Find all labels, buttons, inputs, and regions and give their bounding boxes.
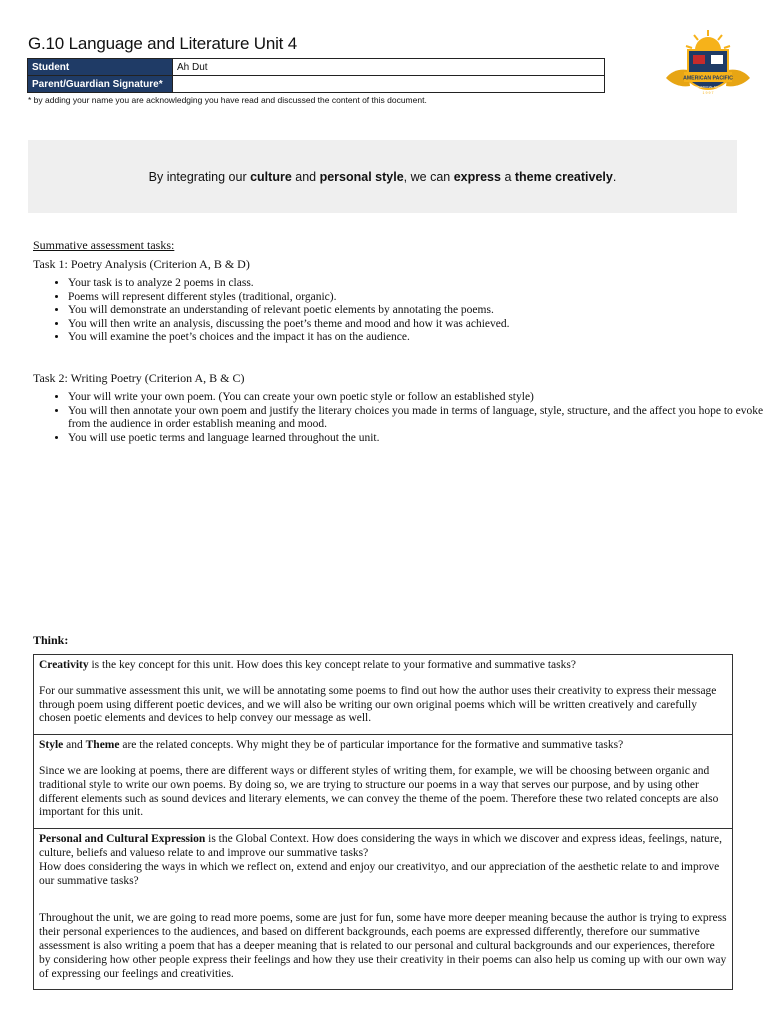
list-item: • Your will write your own poem. (You can create your own poetic style or follow an established style) bbox=[68, 391, 768, 405]
document-title: G.10 Language and Literature Unit 4 bbox=[28, 34, 297, 53]
student-label: Student bbox=[28, 59, 173, 76]
style-theme-cell: Style and Theme are the related concepts. Why might they be of particular importance for the formative and summative tasks? Since we are looking at poems, there are different ways or different styles of writing them, for example, we will be choosing between organic and traditional style to write our own poems. By doing so, we are trying to structure our poems in a way that serves our purpose, and by using other different elements such as sound devices and literary elements, we can convey the theme of the poem. Therefore these two related concepts are also important for this unit. bbox=[34, 735, 732, 829]
task1-title: Task 1: Poetry Analysis (Criterion A, B & D) bbox=[33, 257, 250, 271]
list-item: • You will then annotate your own poem and justify the literary choices you made in terms of language, style, structure, and the affect you hope to evoke from the audience in order establish meaning and mood. bbox=[68, 405, 768, 432]
list-item: • Poems will represent different styles (traditional, organic). bbox=[68, 291, 768, 305]
think-label: Think: bbox=[33, 633, 69, 647]
task2-list bbox=[33, 391, 768, 445]
unit-statement-banner: By integrating our culture and personal style, we can express a theme creatively. bbox=[28, 140, 737, 213]
think-table bbox=[33, 654, 733, 990]
svg-text:INTERNATIONAL SCHOOL: INTERNATIONAL SCHOOL bbox=[689, 85, 727, 89]
style-theme-answer: Since we are looking at poems, there are different ways or different styles of writing them, for example, we will be choosing between organic and traditional style to write our own poems. By doing so, we are trying to structure our poems in a way that serves our purpose, and by using other different elements such as sound devices and literary elements, we can convey the theme of the poem. Therefore these two related concepts are also important for this unit. bbox=[39, 764, 719, 819]
acknowledgement-note: * by adding your name you are acknowledging you have read and discussed the content of this document. bbox=[28, 95, 427, 105]
summative-heading: Summative assessment tasks: bbox=[33, 238, 175, 252]
student-info-table bbox=[27, 58, 605, 93]
list-item: • You will use poetic terms and language learned throughout the unit. bbox=[68, 432, 768, 446]
svg-text:1 9 9 7: 1 9 9 7 bbox=[702, 91, 714, 95]
task2-title: Task 2: Writing Poetry (Criterion A, B & C) bbox=[33, 371, 245, 385]
global-context-cell: Personal and Cultural Expression is the Global Context. How does considering the ways in which we discover and express ideas, feelings, nature, culture, beliefs and valueso relate to and improve our summative tasks? How does considering the ways in which we reflect on, extend and enjoy our creativityo, and our appreciation of the aesthetic relate to and improve our summative tasks? Throughout the unit, we are going to read more poems, some are just for fun, some have more deeper meaning because the author is trying to express their personal experiences to the audiences, and based on different backgrounds, each poems are expressed differently, therefore our summative assessment is also writing a poem that has a deeper meaning that is related to our personal and cultural backgrounds and our experiences, therefore by considering how other people express their feelings and how they use their creativity in their poems can also help us coming up with our own way of expressing our feelings and creativities. bbox=[34, 829, 732, 990]
list-item: • You will examine the poet’s choices and the impact it has on the audience. bbox=[68, 331, 768, 345]
global-context-answer: Throughout the unit, we are going to read more poems, some are just for fun, some have more deeper meaning because the author is trying to express their personal experiences to the audiences, and based on different backgrounds, each poems are expressed differently, therefore our summative assessment is also writing a poem that has a deeper meaning that is related to our personal and cultural backgrounds and our experiences, therefore by considering how other people express their feelings and how they use their creativity in their poems can also help us coming up with our own way of expressing our feelings and creativities. bbox=[39, 912, 727, 980]
list-item: • Your task is to analyze 2 poems in class. bbox=[68, 277, 768, 291]
signature-label: Parent/Guardian Signature* bbox=[28, 76, 173, 93]
list-item: • You will then write an analysis, discussing the poet’s theme and mood and how it was achieved. bbox=[68, 318, 768, 332]
creativity-cell: Creativity is the key concept for this unit. How does this key concept relate to your formative and summative tasks? For our summative assessment this unit, we will be annotating some poems to find out how the author uses their creativity to express their message through poem using different poetic devices, and we will also be writing our own original poems which will be written creatively and carefully chosen poetic elements and devices to help convey our message as well. bbox=[34, 655, 732, 735]
list-item: • You will demonstrate an understanding of relevant poetic elements by annotating the poems. bbox=[68, 304, 768, 318]
svg-text:AMERICAN PACIFIC: AMERICAN PACIFIC bbox=[683, 75, 733, 82]
signature-field[interactable] bbox=[173, 76, 605, 93]
school-logo bbox=[660, 28, 768, 108]
student-name-field[interactable]: Ah Dut bbox=[173, 59, 605, 76]
creativity-answer: For our summative assessment this unit, we will be annotating some poems to find out how the author uses their creativity to express their message through poem using different poetic devices, and we will also be writing our own original poems which will be written creatively and carefully chosen poetic elements and devices to help convey our message as well. bbox=[39, 684, 717, 725]
task1-list bbox=[33, 277, 768, 345]
